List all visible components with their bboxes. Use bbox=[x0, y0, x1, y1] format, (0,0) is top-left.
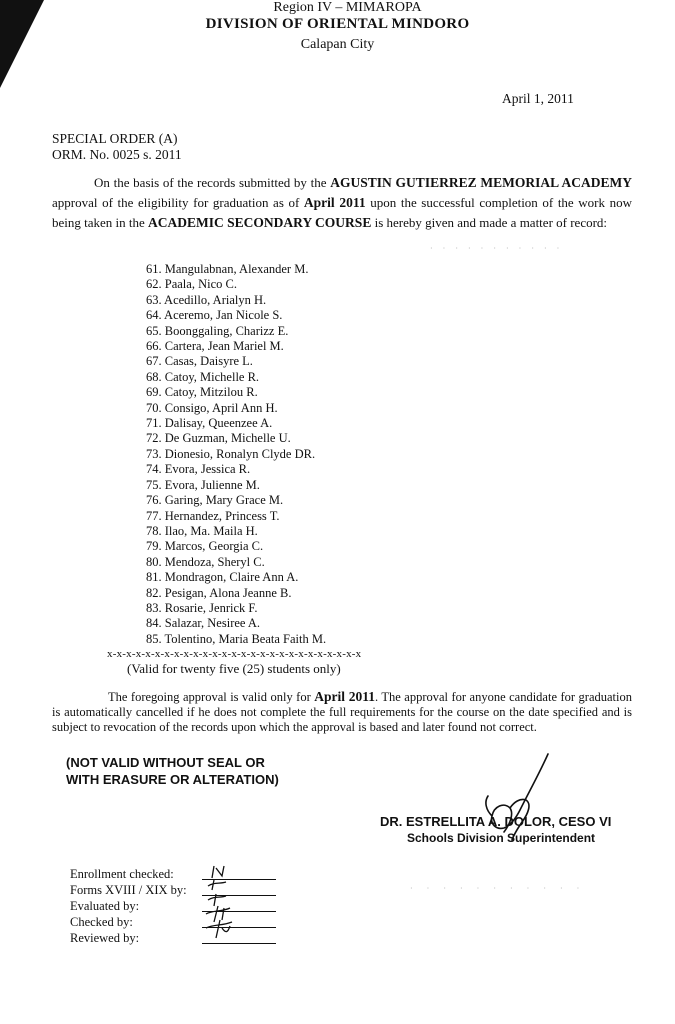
scan-dots: · · · · · · · · · · · bbox=[410, 884, 586, 893]
list-item: 67. Casas, Daisyre L. bbox=[146, 354, 253, 369]
list-item: 78. Ilao, Ma. Maila H. bbox=[146, 523, 258, 538]
paragraph-text: is hereby given and made a matter of record: bbox=[371, 215, 608, 230]
list-item: 63. Acedillo, Arialyn H. bbox=[146, 292, 267, 307]
list-item: 80. Mendoza, Sheryl C. bbox=[146, 554, 265, 569]
list-item: 68. Catoy, Michelle R. bbox=[146, 369, 260, 384]
check-row bbox=[70, 882, 205, 898]
validity-period: April 2011 bbox=[314, 689, 375, 704]
scan-dots: · · · · · · · · · · · bbox=[430, 244, 564, 253]
list-item: 62. Paala, Nico C. bbox=[146, 277, 237, 292]
list-item: 81. Mondragon, Claire Ann A. bbox=[146, 570, 299, 585]
check-label: Evaluated by: bbox=[70, 899, 140, 913]
list-item: 61. Mangulabnan, Alexander M. bbox=[146, 262, 309, 276]
list-item: 84. Salazar, Nesiree A. bbox=[146, 616, 261, 631]
paragraph-validity bbox=[52, 689, 632, 735]
list-item: 69. Catoy, Mitzilou R. bbox=[146, 385, 258, 400]
signatory-name: DR. ESTRELLITA A. DOLOR, CESO VI bbox=[380, 814, 612, 829]
list-item: 83. Rosarie, Jenrick F. bbox=[146, 600, 258, 615]
student-list bbox=[146, 262, 326, 647]
header-division: DIVISION OF ORIENTAL MINDORO bbox=[205, 16, 470, 32]
warning-line-2: WITH ERASURE OR ALTERATION) bbox=[66, 772, 279, 787]
check-label: Checked by: bbox=[70, 915, 133, 929]
paragraph-text: upon the successful completion of the work now being taken in the bbox=[52, 195, 632, 230]
course-name: ACADEMIC SECONDARY COURSE bbox=[148, 215, 372, 230]
check-label: Reviewed by: bbox=[70, 931, 140, 945]
list-item: 72. De Guzman, Michelle U. bbox=[146, 431, 291, 446]
list-item: 74. Evora, Jessica R. bbox=[146, 462, 251, 477]
paragraph-text: . The approval for anyone candidate for graduation is automatically cancelled if he does not complete the full requirements for the course on the date specified and is subject to revocation of the records upon which the approval is based and later found not correct. bbox=[52, 690, 632, 734]
list-item: 71. Dalisay, Queenzee A. bbox=[146, 416, 273, 431]
list-item: 82. Pesigan, Alona Jeanne B. bbox=[146, 585, 292, 600]
list-item: 85. Tolentino, Maria Beata Faith M. bbox=[146, 631, 327, 646]
graduation-period: April 2011 bbox=[303, 195, 366, 210]
header-city: Calapan City bbox=[300, 37, 375, 52]
list-item: 73. Dionesio, Ronalyn Clyde DR. bbox=[146, 446, 316, 461]
check-list bbox=[70, 866, 205, 946]
list-item: 76. Garing, Mary Grace M. bbox=[146, 493, 284, 508]
paragraph-text: approval of the eligibility for graduation as of bbox=[52, 195, 304, 210]
check-underline bbox=[202, 943, 276, 944]
list-item: 64. Aceremo, Jan Nicole S. bbox=[146, 308, 283, 323]
check-row bbox=[70, 914, 205, 930]
list-item: 75. Evora, Julienne M. bbox=[146, 477, 260, 492]
check-label: Enrollment checked: bbox=[70, 867, 174, 881]
list-item: 77. Hernandez, Princess T. bbox=[146, 508, 280, 523]
header-region: Region IV – MIMAROPA bbox=[273, 0, 422, 15]
list-item: 65. Boonggaling, Charizz E. bbox=[146, 323, 289, 338]
check-label: Forms XVIII / XIX by: bbox=[70, 883, 187, 897]
warning-line-1: (NOT VALID WITHOUT SEAL OR bbox=[66, 755, 265, 770]
separator-line: x-x-x-x-x-x-x-x-x-x-x-x-x-x-x-x-x-x-x-x-x-x-x-x-x-x-x bbox=[107, 648, 362, 660]
paragraph-text: The foregoing approval is valid only for bbox=[108, 690, 315, 704]
order-title: SPECIAL ORDER (A) bbox=[52, 131, 178, 146]
document-date: April 1, 2011 bbox=[502, 91, 574, 106]
signatory-title: Schools Division Superintendent bbox=[407, 831, 596, 845]
paragraph-records bbox=[52, 173, 632, 233]
order-number: ORM. No. 0025 s. 2011 bbox=[52, 147, 182, 162]
initials-scribbles bbox=[200, 862, 260, 942]
school-name: AGUSTIN GUTIERREZ MEMORIAL ACADEMY bbox=[330, 175, 632, 190]
list-item: 66. Cartera, Jean Mariel M. bbox=[146, 339, 284, 354]
check-row bbox=[70, 866, 205, 882]
check-row bbox=[70, 898, 205, 914]
list-item: 79. Marcos, Georgia C. bbox=[146, 539, 264, 554]
valid-note: (Valid for twenty five (25) students only) bbox=[127, 661, 341, 676]
list-item: 70. Consigo, April Ann H. bbox=[146, 400, 278, 415]
paragraph-text: On the basis of the records submitted by the bbox=[94, 175, 331, 190]
check-row bbox=[70, 930, 205, 946]
